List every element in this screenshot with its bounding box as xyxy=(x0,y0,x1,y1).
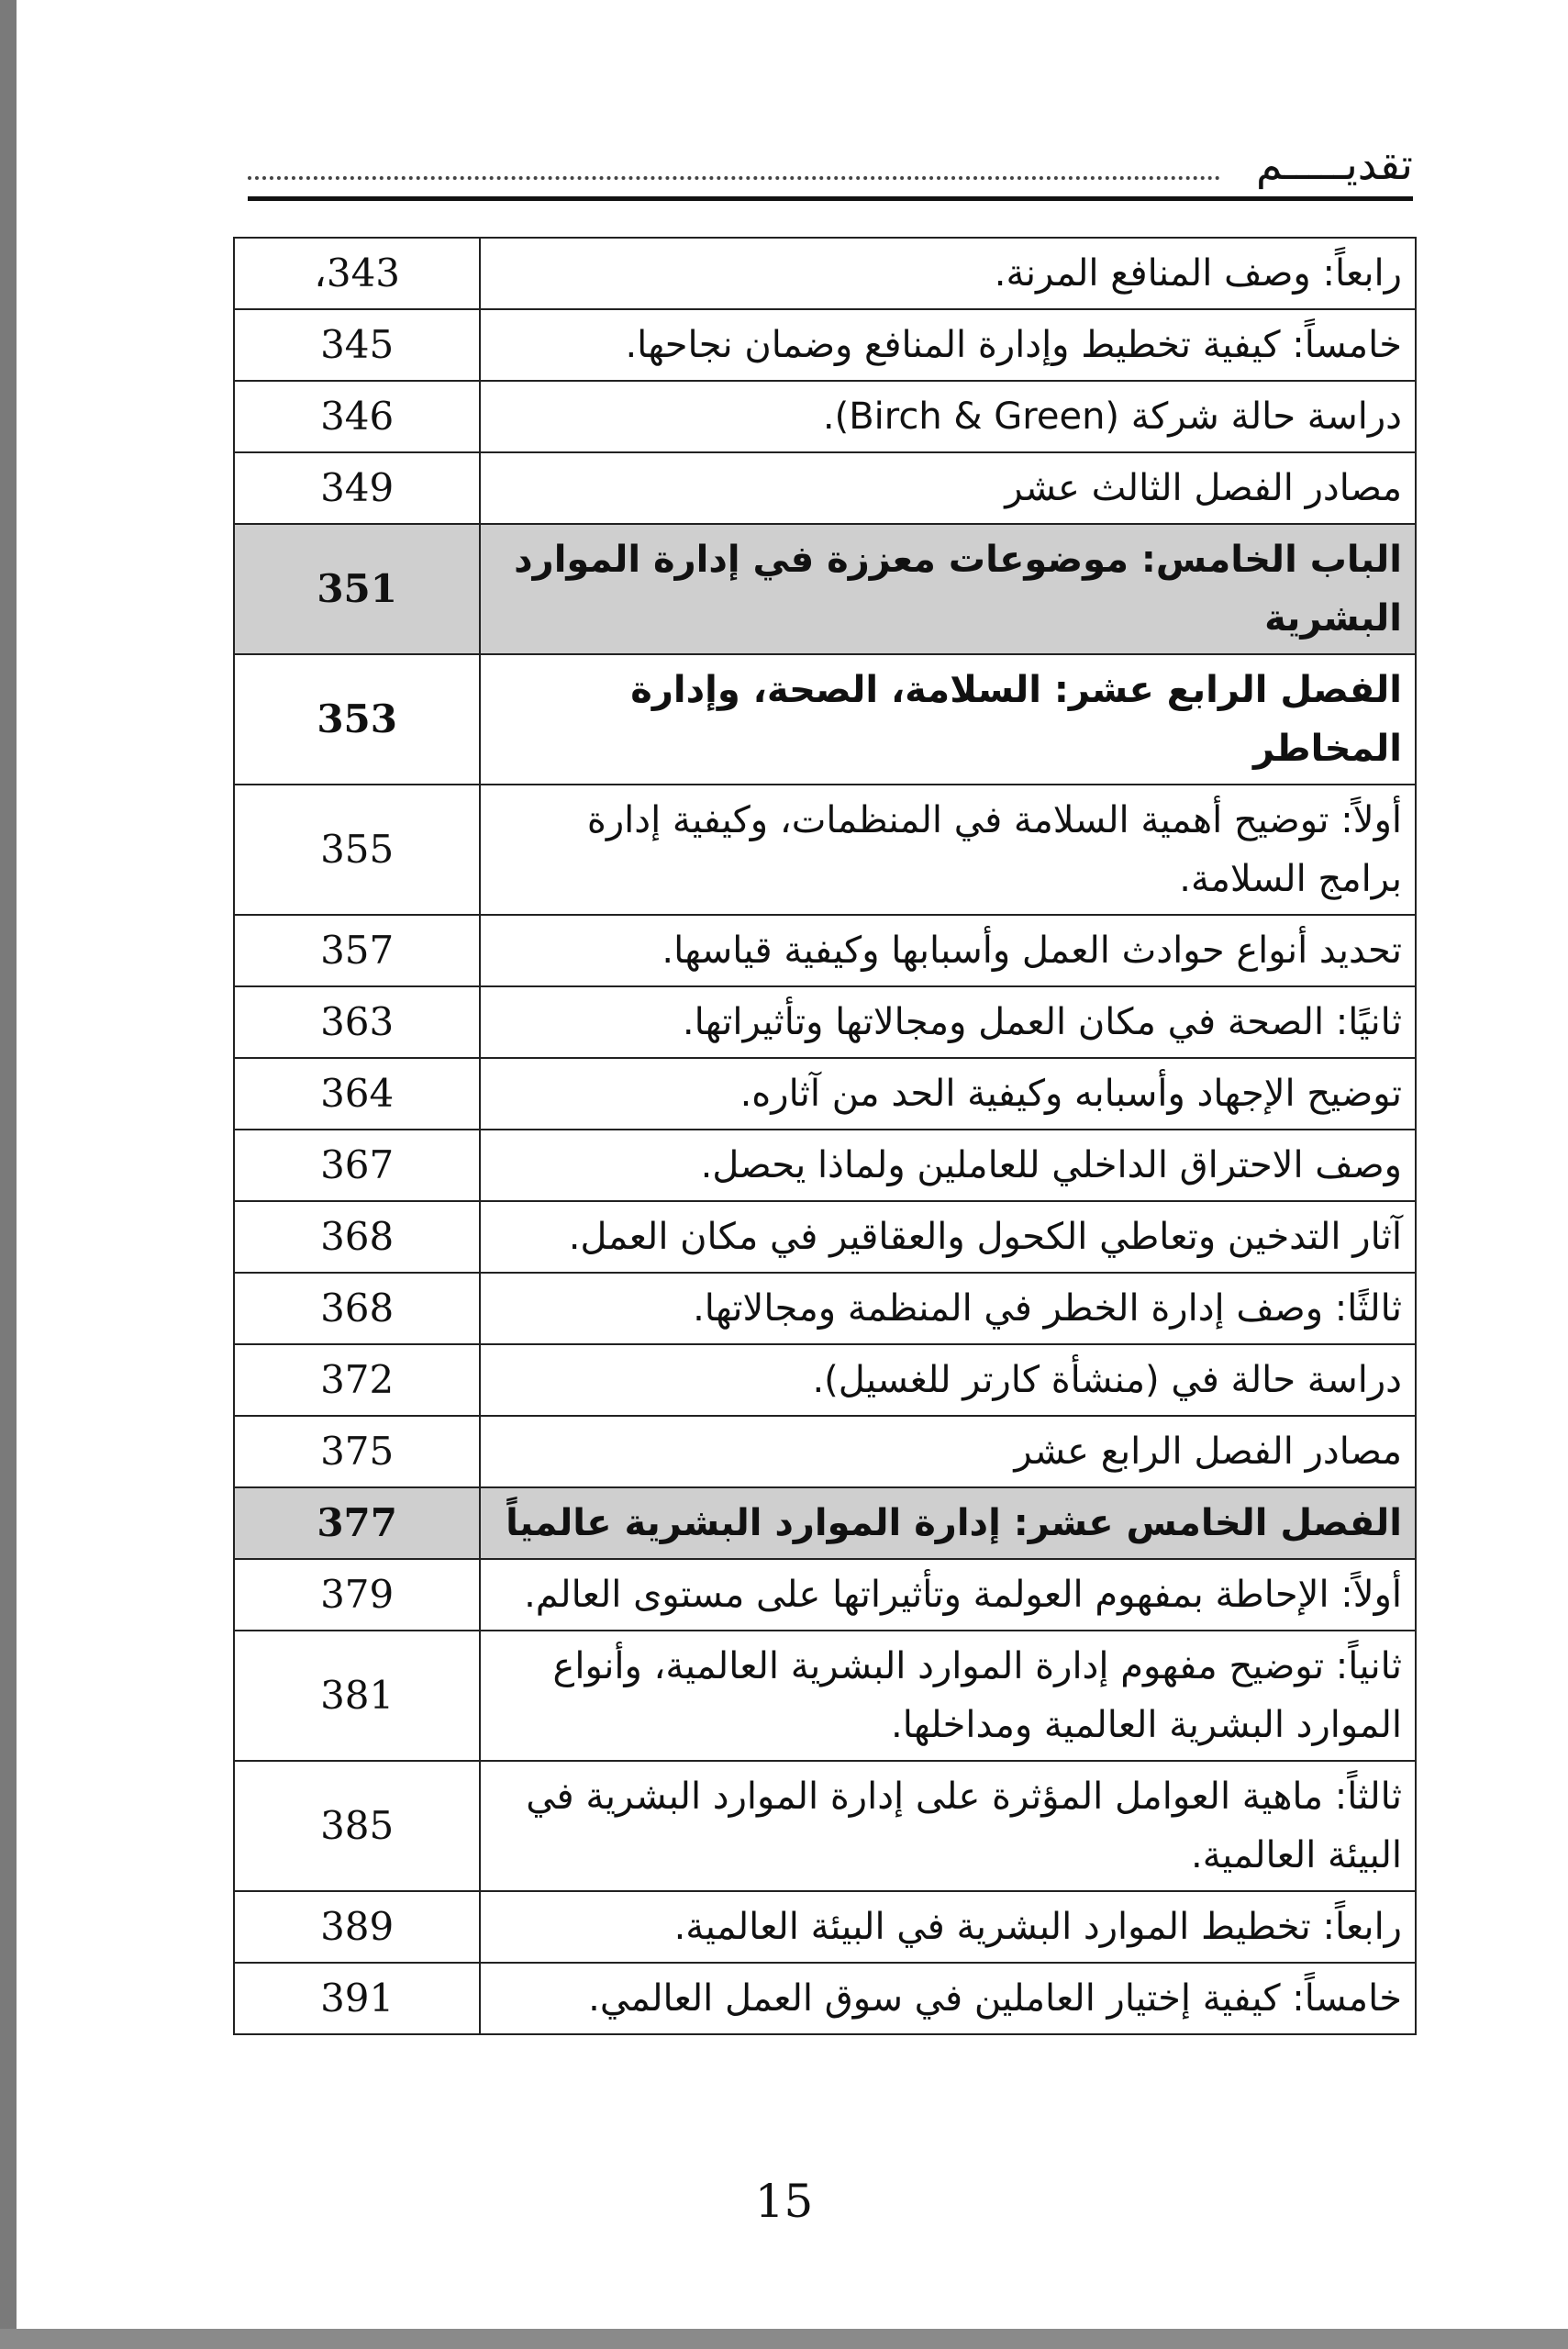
toc-entry-title: تحديد أنواع حوادث العمل وأسبابها وكيفية قياسها. xyxy=(480,915,1416,986)
toc-row xyxy=(234,1559,1416,1631)
toc-row xyxy=(234,1130,1416,1201)
toc-entry-title: الباب الخامس: موضوعات معززة في إدارة الموارد البشرية xyxy=(480,524,1416,654)
toc-entry-page: 368 xyxy=(234,1201,480,1273)
toc-entry-page: 364 xyxy=(234,1058,480,1130)
toc-row xyxy=(234,238,1416,309)
toc-row xyxy=(234,1487,1416,1559)
toc-entry-page: 391 xyxy=(234,1963,480,2034)
header-dotted-leader xyxy=(248,176,1220,180)
toc-entry-title: ثالثاً: ماهية العوامل المؤثرة على إدارة الموارد البشرية في البيئة العالمية. xyxy=(480,1761,1416,1891)
toc-entry-title: ثانياً: توضيح مفهوم إدارة الموارد البشرية العالمية، وأنواع الموارد البشرية العالمية ومداخلها. xyxy=(480,1631,1416,1761)
toc-entry-page: 351 xyxy=(234,524,480,654)
toc-entry-page: 377 xyxy=(234,1487,480,1559)
toc-entry-title: دراسة حالة في (منشأة كارتر للغسيل). xyxy=(480,1344,1416,1416)
toc-entry-page: 372 xyxy=(234,1344,480,1416)
running-header xyxy=(248,136,1413,200)
toc-row xyxy=(234,1344,1416,1416)
toc-entry-title: خامساً: كيفية إختيار العاملين في سوق العمل العالمي. xyxy=(480,1963,1416,2034)
toc-row xyxy=(234,1963,1416,2034)
toc-entry-page: 353 xyxy=(234,654,480,785)
toc-entry-page: 389 xyxy=(234,1891,480,1963)
toc-entry-page: 375 xyxy=(234,1416,480,1487)
page-number: 15 xyxy=(754,2175,814,2228)
toc-row xyxy=(234,1416,1416,1487)
toc-row xyxy=(234,1201,1416,1273)
toc-entry-page: 381 xyxy=(234,1631,480,1761)
toc-row xyxy=(234,452,1416,524)
toc-entry-title: الفصل الخامس عشر: إدارة الموارد البشرية عالمياً xyxy=(480,1487,1416,1559)
toc-entry-page: 379 xyxy=(234,1559,480,1631)
toc-row xyxy=(234,915,1416,986)
toc-entry-title: توضيح الإجهاد وأسبابه وكيفية الحد من آثاره. xyxy=(480,1058,1416,1130)
toc-entry-title: أولاً: توضيح أهمية السلامة في المنظمات، وكيفية إدارة برامج السلامة. xyxy=(480,785,1416,915)
toc-entry-title: وصف الاحتراق الداخلي للعاملين ولماذا يحصل. xyxy=(480,1130,1416,1201)
toc-entry-title: دراسة حالة شركة (Birch & Green). xyxy=(480,381,1416,452)
toc-row xyxy=(234,1058,1416,1130)
toc-entry-title: مصادر الفصل الرابع عشر xyxy=(480,1416,1416,1487)
scan-edge xyxy=(0,0,17,2349)
toc-entry-title: رابعاً: وصف المنافع المرنة. xyxy=(480,238,1416,309)
toc-entry-page: 368 xyxy=(234,1273,480,1344)
toc-entry-page: 357 xyxy=(234,915,480,986)
scan-bottom-edge xyxy=(0,2329,1568,2349)
toc-entry-title: آثار التدخين وتعاطي الكحول والعقاقير في مكان العمل. xyxy=(480,1201,1416,1273)
toc-entry-title: ثانيًا: الصحة في مكان العمل ومجالاتها وتأثيراتها. xyxy=(480,986,1416,1058)
toc-row xyxy=(234,986,1416,1058)
toc-row xyxy=(234,1891,1416,1963)
toc-entry-title: ثالثًا: وصف إدارة الخطر في المنظمة ومجالاتها. xyxy=(480,1273,1416,1344)
toc-row xyxy=(234,1273,1416,1344)
toc-row xyxy=(234,381,1416,452)
toc-entry-page: 363 xyxy=(234,986,480,1058)
toc-entry-page: 385 xyxy=(234,1761,480,1891)
toc-row xyxy=(234,524,1416,654)
toc-row xyxy=(234,1631,1416,1761)
toc-entry-page: 345 xyxy=(234,309,480,381)
toc-entry-title: خامساً: كيفية تخطيط وإدارة المنافع وضمان نجاحها. xyxy=(480,309,1416,381)
toc-entry-title: رابعاً: تخطيط الموارد البشرية في البيئة العالمية. xyxy=(480,1891,1416,1963)
toc-entry-page: 367 xyxy=(234,1130,480,1201)
toc-entry-title: مصادر الفصل الثالث عشر xyxy=(480,452,1416,524)
toc-row xyxy=(234,1761,1416,1891)
header-rule xyxy=(248,196,1413,201)
table-of-contents xyxy=(233,237,1417,2035)
toc-row xyxy=(234,785,1416,915)
toc-entry-title: أولاً: الإحاطة بمفهوم العولمة وتأثيراتها على مستوى العالم. xyxy=(480,1559,1416,1631)
toc-row xyxy=(234,654,1416,785)
toc-row xyxy=(234,309,1416,381)
toc-entry-title: الفصل الرابع عشر: السلامة، الصحة، وإدارة المخاطر xyxy=(480,654,1416,785)
toc-entry-page: 349 xyxy=(234,452,480,524)
toc-entry-page: 343، xyxy=(234,238,480,309)
toc-entry-page: 346 xyxy=(234,381,480,452)
header-title: تقديـــــم xyxy=(1255,139,1413,189)
toc-entry-page: 355 xyxy=(234,785,480,915)
